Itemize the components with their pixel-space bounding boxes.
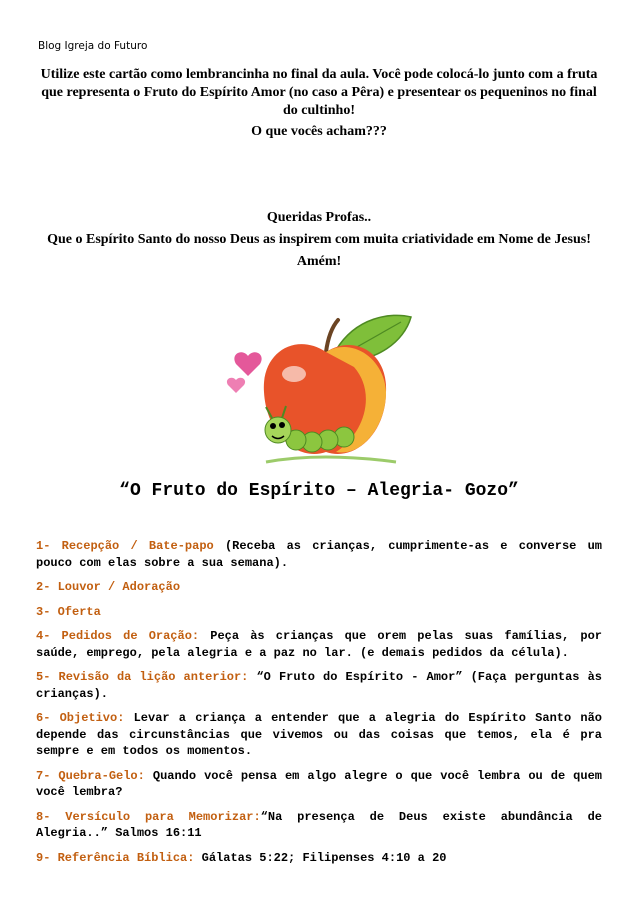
blog-header: Blog Igreja do Futuro: [38, 40, 148, 52]
list-item: 1- Recepção / Bate-papo (Receba as crianças, cumprimente-as e converse um pouco com elas sobre a sua semana).: [36, 539, 602, 570]
intro-text: Utilize este cartão como lembrancinha no final da aula. Você pode colocá-lo junto com a fruta que representa o Fruto do Espírito Amor (no caso a Pêra) e presentear os pequeninos no final do cultinho!: [40, 67, 598, 118]
list-item: 8- Versículo para Memorizar:“Na presença de Deus existe abundância de Alegria..” Salmos 16:11: [36, 809, 602, 840]
list-item: 4- Pedidos de Oração: Peça às crianças que orem pelas suas famílias, por saúde, emprego, pela alegria e a paz no lar. (e demais pedidos da célula).: [36, 629, 602, 660]
heart-icon: [227, 378, 245, 393]
greeting-salutation: Queridas Profas..: [266, 210, 372, 225]
lesson-steps: [36, 538, 602, 874]
list-item: 5- Revisão da lição anterior: “O Fruto do Espírito - Amor” (Faça perguntas às crianças).: [36, 670, 602, 701]
apple-caterpillar-hearts-icon: [226, 312, 416, 472]
list-item: 2- Louvor / Adoração: [36, 580, 181, 594]
intro-block: [36, 66, 602, 120]
intro-question: O que vocês acham???: [251, 124, 387, 139]
list-item: 3- Oferta: [36, 604, 101, 619]
greeting-amen: Amém!: [296, 254, 342, 269]
greeting-blessing: Que o Espírito Santo do nosso Deus as inspirem com muita criatividade em Nome de Jesus!: [47, 232, 591, 247]
heart-icon: [234, 352, 261, 376]
list-item: 9- Referência Bíblica: Gálatas 5:22; Filipenses 4:10 a 20: [36, 850, 447, 865]
lesson-title: “O Fruto do Espírito – Alegria- Gozo”: [119, 481, 519, 501]
list-item: 7- Quebra-Gelo: Quando você pensa em algo alegre o que você lembra ou de quem você lembra?: [36, 768, 602, 799]
list-item: 6- Objetivo: Levar a criança a entender que a alegria do Espírito Santo não depende das circunstâncias que vivemos ou das coisas que temos, ela é pra sempre e em todos os momentos.: [36, 711, 602, 758]
greeting-block: [36, 209, 602, 275]
